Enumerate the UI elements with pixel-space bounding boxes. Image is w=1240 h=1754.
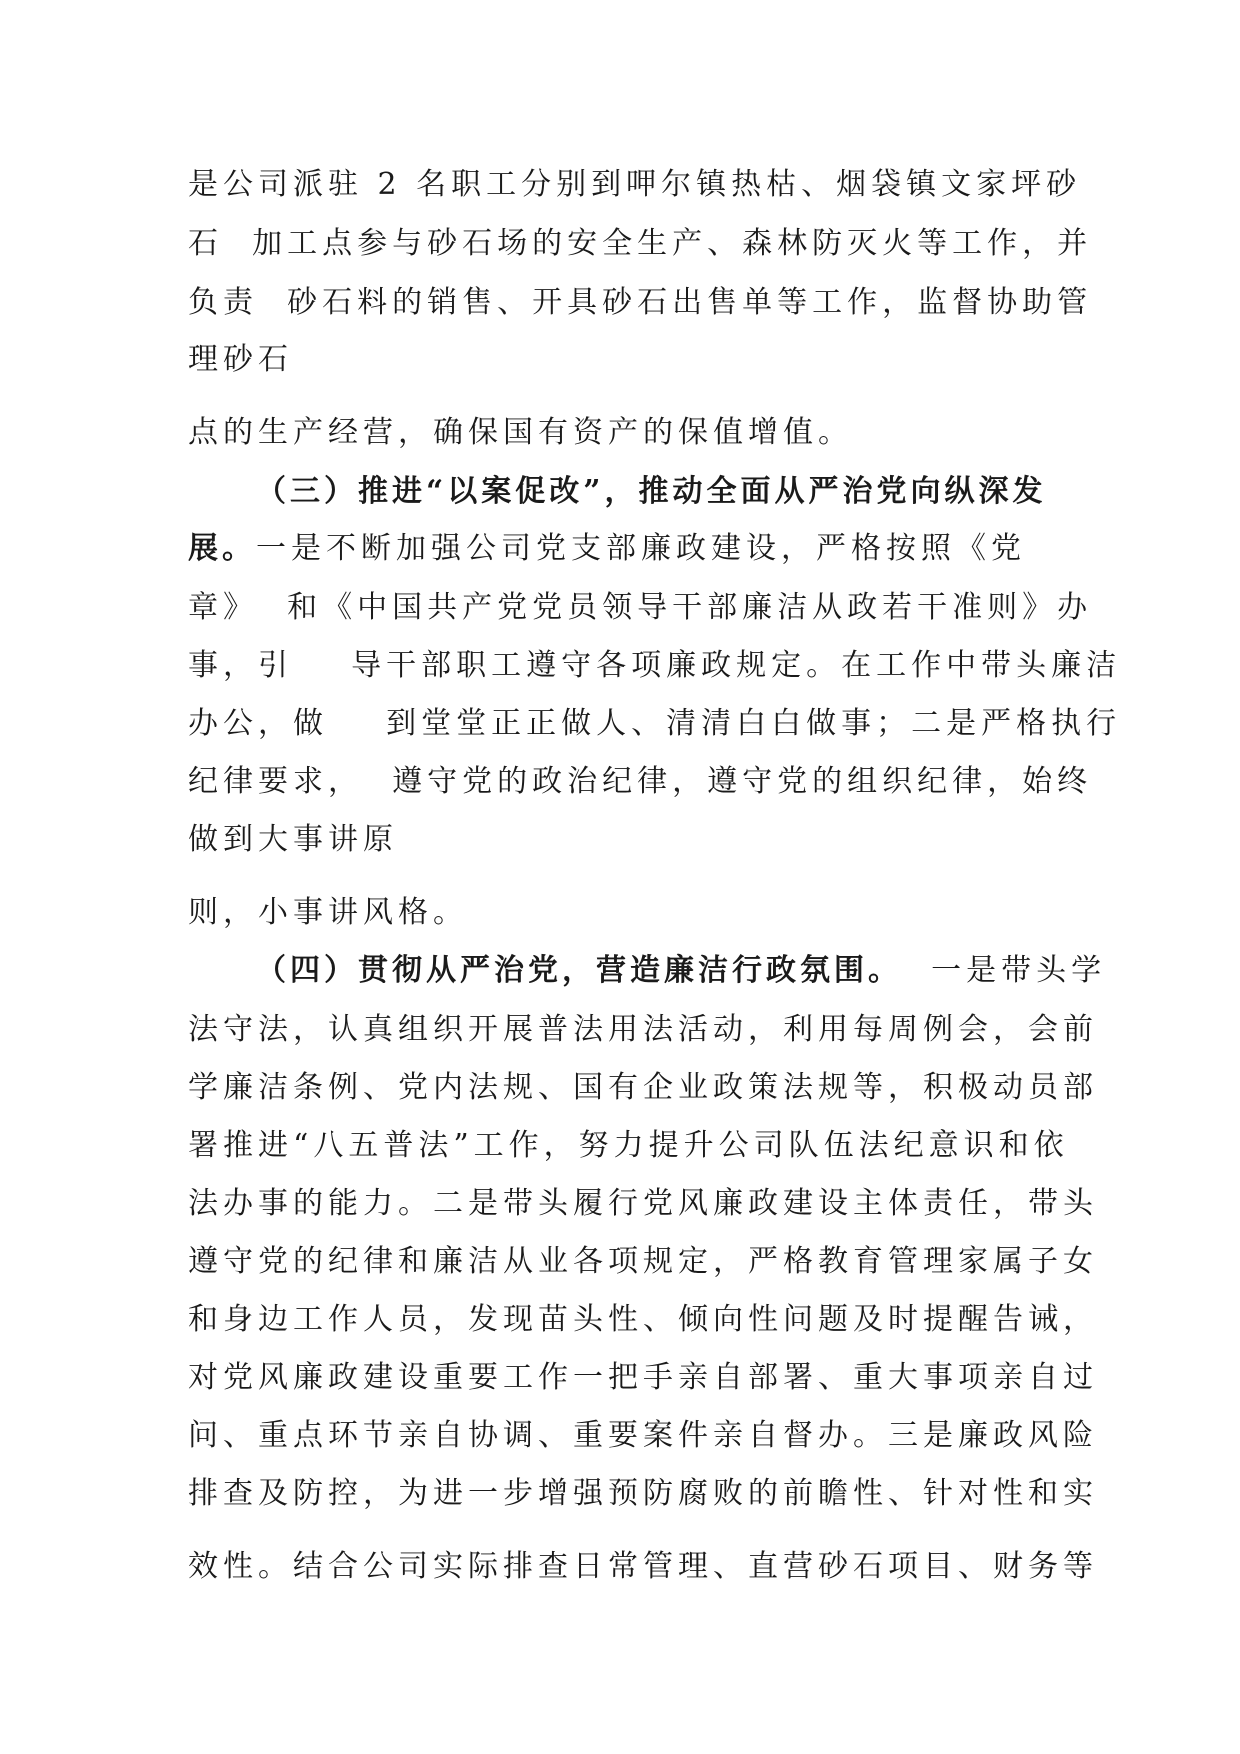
paragraph-line: 是公司派驻 2 名职工分别到呷尔镇热枯、烟袋镇文家坪砂 <box>188 167 1082 202</box>
paragraph-line: 署推进“八五普法”工作，努力提升公司队伍法纪意识和依 <box>188 1128 1069 1163</box>
section-4-heading: （四）贯彻从严治党，营造廉洁行政氛围。 <box>256 953 902 988</box>
paragraph-line: 对党风廉政建设重要工作一把手亲自部署、重大事项亲自过 <box>188 1360 1098 1395</box>
paragraph-line: 理砂石 <box>188 342 293 377</box>
section-3-text: 一是不断加强公司党支部廉政建设，严格按照《党 <box>256 531 1026 566</box>
paragraph-line: 遵守党的纪律和廉洁从业各项规定，严格教育管理家属子女 <box>188 1244 1098 1279</box>
section-3-line <box>188 529 1026 569</box>
paragraph-line: 排查及防控，为进一步增强预防腐败的前瞻性、针对性和实 <box>188 1476 1098 1511</box>
paragraph-line: 石 加工点参与砂石场的安全生产、森林防灭火等工作，并 <box>188 226 1093 261</box>
paragraph-line: 章》 和《中国共产党党员领导干部廉洁从政若干准则》办 <box>188 590 1093 625</box>
paragraph-line: 效性。结合公司实际排查日常管理、直营砂石项目、财务等 <box>188 1549 1098 1584</box>
paragraph-line: 点的生产经营，确保国有资产的保值增值。 <box>188 415 853 450</box>
paragraph-line: 办公，做 到堂堂正正做人、清清白白做事；二是严格执行 <box>188 706 1122 741</box>
paragraph-line: 纪律要求， 遵守党的政治纪律，遵守党的组织纪律，始终 <box>188 764 1093 799</box>
paragraph-line: 学廉洁条例、党内法规、国有企业政策法规等，积极动员部 <box>188 1070 1098 1105</box>
section-4-line <box>256 951 1106 991</box>
section-3-heading-tail: 展。 <box>188 531 256 566</box>
paragraph-line: 则，小事讲风格。 <box>188 895 468 930</box>
paragraph-line: 法办事的能力。二是带头履行党风廉政建设主体责任，带头 <box>188 1186 1098 1221</box>
paragraph-line: 法守法，认真组织开展普法用法活动，利用每周例会，会前 <box>188 1012 1098 1047</box>
paragraph-line: 事，引 导干部职工遵守各项廉政规定。在工作中带头廉洁 <box>188 648 1122 683</box>
paragraph-line: 问、重点环节亲自协调、重要案件亲自督办。三是廉政风险 <box>188 1418 1098 1453</box>
paragraph-line: 和身边工作人员，发现苗头性、倾向性问题及时提醒告诫， <box>188 1302 1098 1337</box>
section-4-text: 一是带头学 <box>902 953 1107 988</box>
paragraph-line: 做到大事讲原 <box>188 822 398 857</box>
paragraph-line: 负责 砂石料的销售、开具砂石出售单等工作，监督协助管 <box>188 285 1093 320</box>
section-3-heading: （三）推进“以案促改”，推动全面从严治党向纵深发 <box>256 474 1047 509</box>
